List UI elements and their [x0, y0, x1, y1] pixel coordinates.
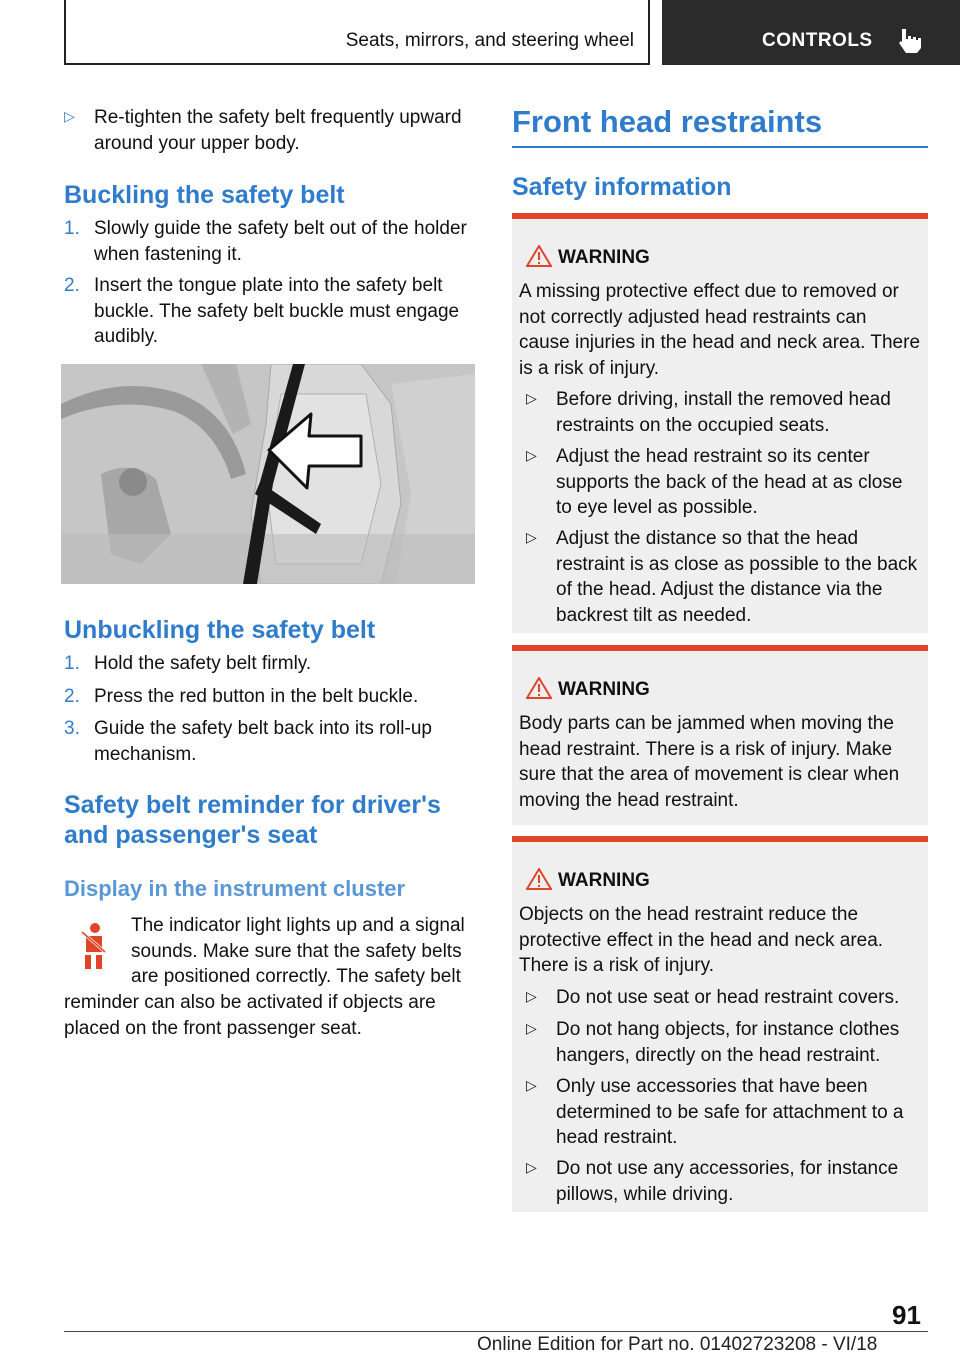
triangle-bullet-icon: ▷: [526, 447, 537, 463]
header-section-title: Seats, mirrors, and steering wheel: [345, 30, 634, 51]
header-section-tab: [64, 0, 650, 65]
step-number: 1.: [64, 653, 80, 674]
warning-bullet: [526, 985, 922, 1011]
triangle-bullet-icon: ▷: [526, 1077, 537, 1093]
reminder-text-rest: reminder can also be activated if objects are placed on the front passenger seat.: [64, 992, 436, 1039]
unbuckling-step: [64, 716, 476, 767]
warning-bullet-text: Do not hang objects, for instance clothes hangers, directly on the head restraint.: [556, 1019, 900, 1066]
header-chapter-tab: [662, 0, 960, 65]
header-chapter-title: CONTROLS: [762, 30, 873, 51]
warning-bullet: [526, 1017, 922, 1068]
warning-bullet-text: Adjust the head restraint so its center supports the back of the head at as close to eye level as possible.: [556, 446, 903, 518]
warning-bullet: [526, 1156, 922, 1207]
safety-belt-buckle-photo: [61, 364, 475, 584]
warning-bullet: [526, 1074, 922, 1151]
warning-box: [512, 836, 928, 1212]
warning-text: Body parts can be jammed when moving the head restraint. There is a risk of injury. Make sure that the area of movement is clear when moving the head restraint.: [519, 713, 900, 811]
warning-label: WARNING: [558, 679, 650, 700]
unbuckling-step: [64, 684, 476, 710]
warning-bullet: [526, 444, 922, 521]
triangle-bullet-icon: ▷: [64, 108, 75, 124]
footer-divider: [64, 1331, 928, 1332]
section-subtitle: Safety information: [512, 173, 732, 201]
intro-bullet-text: Re-tighten the safety belt frequently upward around your upper body.: [94, 107, 462, 154]
step-text: Hold the safety belt firmly.: [94, 653, 312, 674]
reminder-heading: Safety belt reminder for driver's and passenger's seat: [64, 791, 441, 849]
triangle-bullet-icon: ▷: [526, 1020, 537, 1036]
warning-box: [512, 645, 928, 825]
warning-triangle-icon: [526, 245, 552, 267]
warning-bullet-text: Do not use seat or head restraint covers.: [556, 987, 900, 1008]
warning-label: WARNING: [558, 870, 650, 891]
triangle-bullet-icon: ▷: [526, 390, 537, 406]
unbuckling-heading: Unbuckling the safety belt: [64, 616, 376, 644]
warning-bullet: [526, 526, 922, 628]
seatbelt-warning-icon: [78, 922, 108, 970]
intro-bullet: [64, 105, 476, 156]
warning-text: A missing protective effect due to removed or not correctly adjusted head restraints can cause injuries in the head and neck area. There is a risk of injury.: [519, 281, 921, 379]
unbuckling-step: [64, 651, 476, 677]
step-text: Insert the tongue plate into the safety belt buckle. The safety belt buckle must engage audibly.: [94, 275, 460, 347]
triangle-bullet-icon: ▷: [526, 529, 537, 545]
warning-bullet-text: Only use accessories that have been determined to be safe for attachment to a head restraint.: [556, 1076, 904, 1148]
warning-bullet-text: Adjust the distance so that the head restraint is as close as possible to the back of the head. Adjust the distance via the backrest tilt as needed.: [556, 528, 918, 626]
warning-bullet-text: Before driving, install the removed head restraints on the occupied seats.: [556, 389, 891, 436]
warning-text: Objects on the head restraint reduce the protective effect in the head and neck area. There is a risk of injury.: [519, 904, 884, 976]
step-text: Guide the safety belt back into its roll-up mechanism.: [94, 718, 432, 765]
step-number: 2.: [64, 275, 80, 296]
triangle-bullet-icon: ▷: [526, 988, 537, 1004]
warning-triangle-icon: [526, 677, 552, 699]
page-number: 91: [892, 1300, 921, 1330]
page-title: Front head restraints: [512, 104, 823, 139]
triangle-bullet-icon: ▷: [526, 1159, 537, 1175]
step-text: Press the red button in the belt buckle.: [94, 686, 419, 707]
reminder-subheading: Display in the instrument cluster: [64, 876, 406, 901]
pointing-hand-icon: [896, 26, 924, 54]
buckling-heading: Buckling the safety belt: [64, 181, 345, 209]
warning-box: [512, 213, 928, 633]
step-number: 3.: [64, 718, 80, 739]
warning-triangle-icon: [526, 868, 552, 890]
edition-note: Online Edition for Part no. 01402723208 - VI/18: [477, 1334, 878, 1355]
warning-bullet: [526, 387, 922, 438]
warning-bullet-text: Do not use any accessories, for instance pillows, while driving.: [556, 1158, 899, 1205]
title-underline: [512, 146, 928, 148]
step-text: Slowly guide the safety belt out of the holder when fastening it.: [94, 218, 467, 265]
step-number: 1.: [64, 218, 80, 239]
step-number: 2.: [64, 686, 80, 707]
warning-label: WARNING: [558, 247, 650, 268]
reminder-text-indented: The indicator light lights up and a signal sounds. Make sure that the safety belts are positioned correctly. The safety belt: [131, 915, 465, 987]
buckling-step: [64, 273, 476, 350]
buckling-step: [64, 216, 476, 267]
